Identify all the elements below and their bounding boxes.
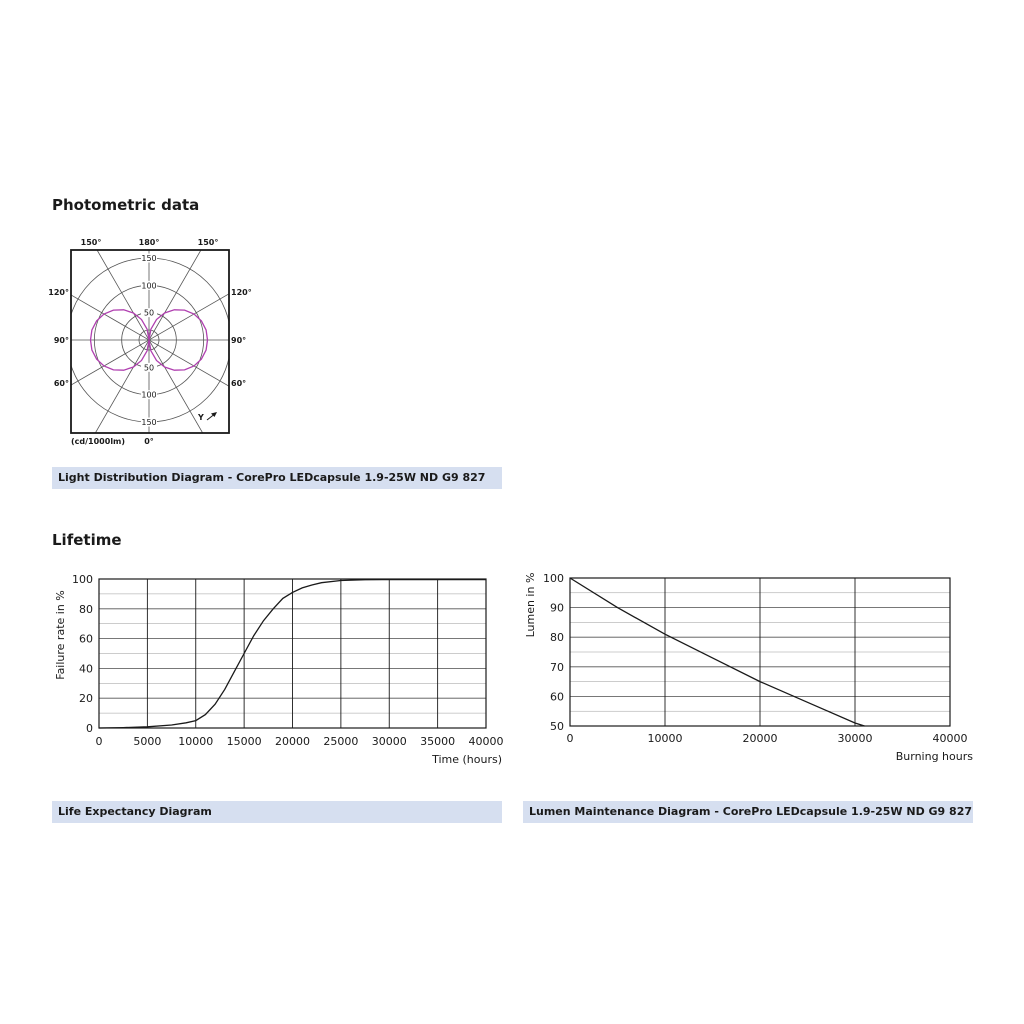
lumen-maintenance-chart <box>515 565 980 775</box>
polar-angle-label-top-left: 150° <box>80 238 102 247</box>
x-tick-label-20000: 20000 <box>275 735 310 748</box>
x-tick-label-40000: 40000 <box>468 735 504 748</box>
x-tick-label-30000: 30000 <box>371 735 407 748</box>
light-distribution-caption: Light Distribution Diagram - CorePro LEDcapsule 1.9-25W ND G9 827 <box>52 467 502 489</box>
y-tick-label-100: 100 <box>72 573 93 586</box>
polar-ring-label-top-150: 150 <box>141 254 157 263</box>
y-tick-label-60: 60 <box>550 690 564 704</box>
x-axis-title: Burning hours <box>895 750 973 763</box>
y-tick-label-40: 40 <box>79 662 93 676</box>
x-tick-label-10000: 10000 <box>178 735 214 748</box>
y-tick-label-70: 70 <box>550 660 564 674</box>
life-expectancy-chart <box>40 565 515 775</box>
polar-angle-label-right-0: 120° <box>231 288 252 297</box>
polar-angle-label-left-2: 60° <box>53 379 69 388</box>
light-distribution-chart <box>40 230 280 455</box>
x-tick-label-0: 0 <box>566 732 574 745</box>
polar-ring-label-bottom-150: 150 <box>141 418 157 427</box>
x-tick-label-35000: 35000 <box>420 735 456 748</box>
photometric-title: Photometric data <box>52 196 200 214</box>
polar-angle-label-top-right: 150° <box>197 238 219 247</box>
polar-ring-label-top-100: 100 <box>141 281 157 291</box>
polar-ring-label-bottom-100: 100 <box>141 390 157 400</box>
y-axis-title: Failure rate in % <box>54 590 67 680</box>
polar-angle-label-right-1: 90° <box>231 336 247 345</box>
x-axis-title: Time (hours) <box>432 753 502 766</box>
y-tick-label-60: 60 <box>79 632 93 646</box>
x-tick-label-10000: 10000 <box>647 732 683 745</box>
y-tick-label-90: 90 <box>550 601 564 615</box>
x-tick-label-20000: 20000 <box>742 732 778 745</box>
polar-angle-label-left-1: 90° <box>53 336 69 345</box>
x-tick-label-25000: 25000 <box>323 735 359 748</box>
life-expectancy-caption: Life Expectancy Diagram <box>52 801 502 823</box>
polar-angle-label-left-0: 120° <box>48 288 69 297</box>
y-tick-label-0: 0 <box>86 722 93 735</box>
polar-angle-label-right-2: 60° <box>231 379 247 388</box>
x-tick-label-30000: 30000 <box>837 732 873 745</box>
polar-ring-label-bottom-50: 50 <box>143 363 155 373</box>
y-tick-label-80: 80 <box>550 631 564 645</box>
y-tick-label-50: 50 <box>550 720 564 733</box>
lumen-maintenance-caption: Lumen Maintenance Diagram - CorePro LEDcapsule 1.9-25W ND G9 827 <box>523 801 973 823</box>
polar-ring-label-top-50: 50 <box>143 308 155 318</box>
y-axis-title: Lumen in % <box>524 572 537 638</box>
y-tick-label-20: 20 <box>79 692 93 706</box>
polar-plane-label: Y <box>198 413 204 422</box>
x-tick-label-0: 0 <box>95 735 103 748</box>
grid-lines <box>99 579 486 728</box>
x-tick-label-40000: 40000 <box>932 732 968 745</box>
y-tick-label-80: 80 <box>79 602 93 616</box>
x-tick-label-15000: 15000 <box>226 735 262 748</box>
lifetime-title: Lifetime <box>52 531 122 549</box>
grid-lines <box>570 578 950 726</box>
x-tick-label-5000: 5000 <box>133 735 162 748</box>
polar-angle-label-bottom: 0° <box>144 437 154 446</box>
y-tick-label-100: 100 <box>543 572 564 585</box>
polar-angle-label-top: 180° <box>138 238 160 247</box>
polar-unit-label: (cd/1000lm) <box>71 437 126 446</box>
